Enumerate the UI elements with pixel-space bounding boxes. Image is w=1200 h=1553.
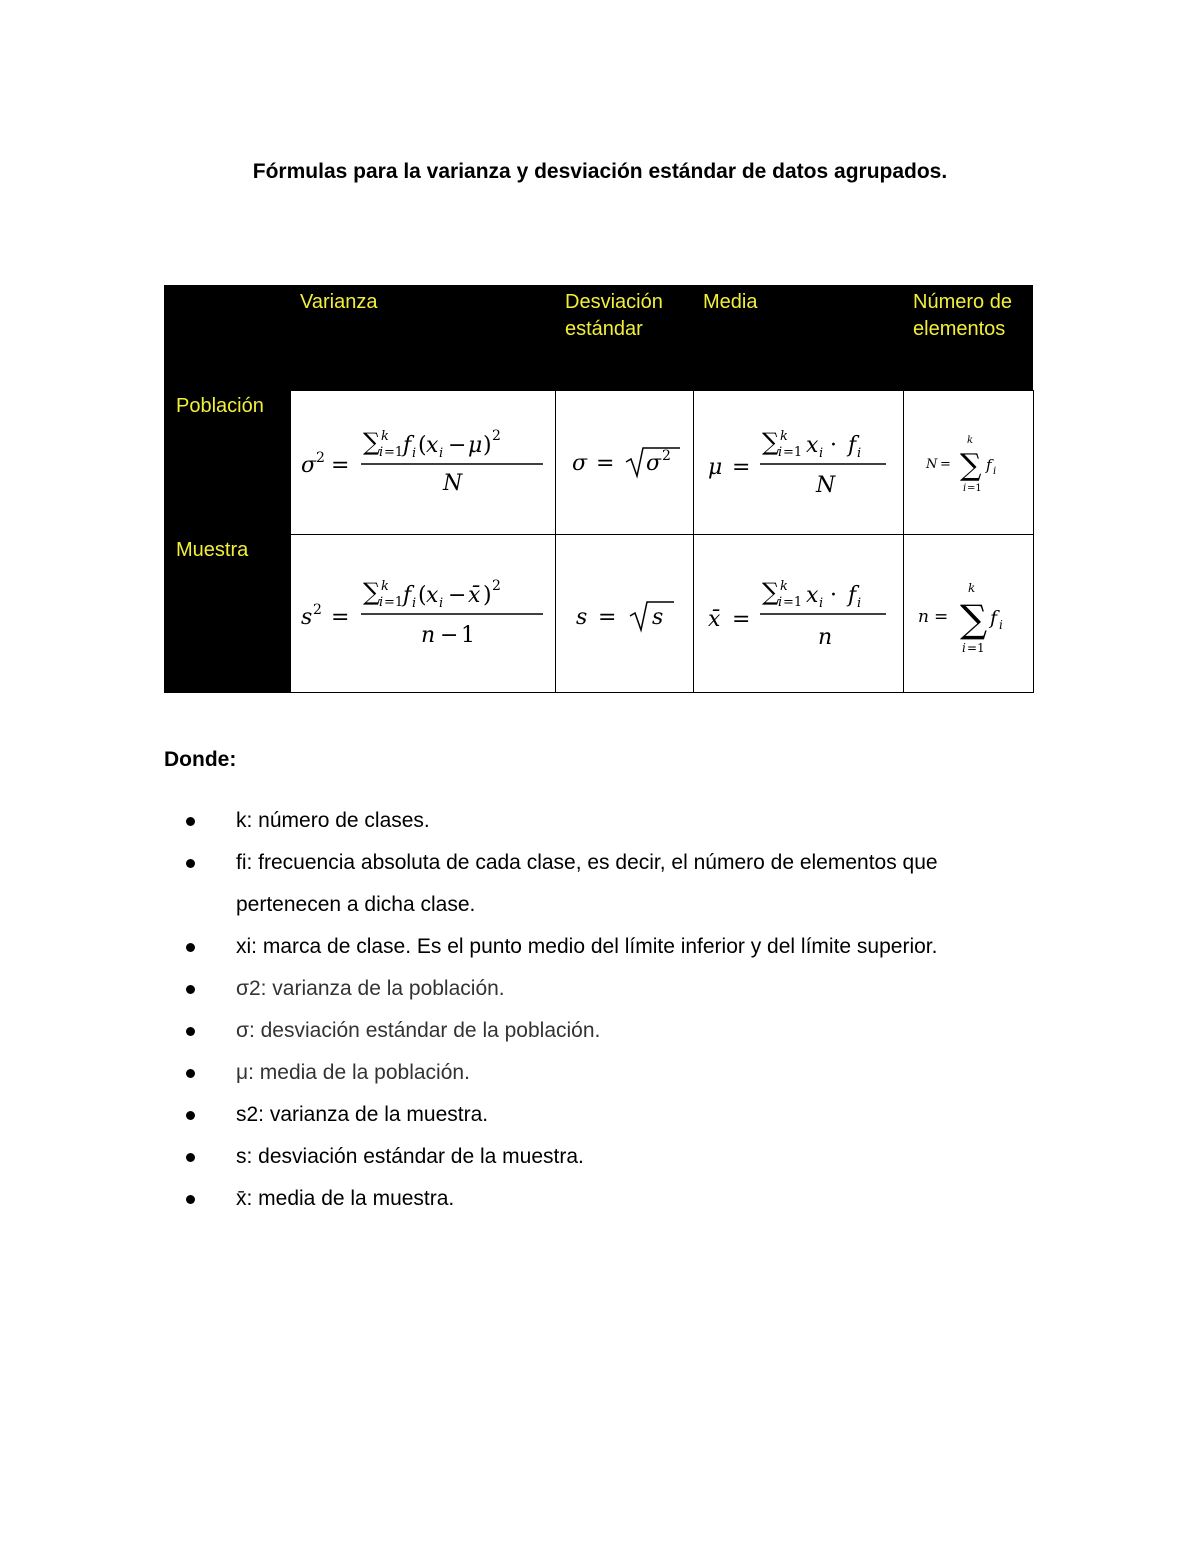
- svg-text:=1: =1: [383, 594, 403, 610]
- svg-text:(: (: [417, 582, 427, 608]
- formula-media-poblacion: [693, 391, 903, 535]
- svg-text:k: k: [966, 434, 973, 446]
- svg-text:=: =: [330, 452, 349, 478]
- svg-text:f: f: [985, 455, 992, 474]
- svg-text:n: n: [817, 624, 832, 650]
- svg-text:f: f: [402, 432, 411, 458]
- page-title: Fórmulas para la varianza y desviación estándar de datos agrupados.: [252, 160, 948, 183]
- header-numero-elementos: Número de elementos: [903, 285, 1033, 391]
- svg-text:σ: σ: [300, 452, 316, 478]
- svg-text:s: s: [651, 604, 663, 630]
- formula-desviacion-muestra: [555, 535, 693, 693]
- svg-text:f: f: [847, 432, 856, 458]
- list-item: s: desviación estándar de la muestra.: [164, 1136, 1044, 1178]
- svg-text:·: ·: [829, 582, 837, 608]
- svg-text:=: =: [330, 604, 349, 630]
- svg-text:2: 2: [315, 449, 325, 466]
- svg-text:k: k: [779, 578, 788, 594]
- svg-text:∑: ∑: [761, 577, 779, 606]
- svg-text:2: 2: [312, 601, 322, 618]
- bullet-icon: [186, 943, 195, 952]
- svg-text:i: i: [962, 482, 966, 494]
- svg-text:=1: =1: [383, 444, 403, 460]
- svg-text:σ: σ: [645, 450, 661, 476]
- svg-text:−: −: [447, 582, 466, 608]
- svg-text:=1: =1: [782, 444, 802, 460]
- svg-text:): ): [482, 432, 492, 458]
- bullet-icon: [186, 1195, 195, 1204]
- list-item: s2: varianza de la muestra.: [164, 1094, 1044, 1136]
- header-corner: [164, 285, 290, 391]
- bullet-icon: [186, 985, 195, 994]
- svg-text:i: i: [411, 445, 416, 461]
- table-row-muestra: [164, 535, 1033, 693]
- svg-text:N: N: [815, 472, 835, 498]
- svg-text:i: i: [777, 594, 782, 610]
- header-media: Media: [693, 285, 903, 391]
- svg-text:n: n: [917, 606, 929, 627]
- svg-text:=: =: [597, 604, 616, 630]
- list-item: x̄: media de la muestra.: [164, 1178, 1044, 1220]
- bullet-icon: [186, 859, 195, 868]
- formula-n-poblacion: [903, 391, 1033, 535]
- bullet-icon: [186, 1027, 195, 1036]
- list-item: k: número de clases.: [164, 800, 1044, 842]
- svg-text:i: i: [856, 595, 861, 611]
- svg-text:=: =: [933, 606, 948, 627]
- svg-text:k: k: [967, 580, 975, 595]
- header-desviacion: Desviación estándar: [555, 285, 693, 391]
- svg-text:=: =: [939, 456, 951, 472]
- svg-text:): ): [482, 582, 492, 608]
- svg-text:2: 2: [491, 577, 501, 594]
- svg-text:k: k: [380, 428, 389, 444]
- definitions-list: [164, 800, 1044, 1220]
- svg-text:x̄: x̄: [707, 606, 720, 632]
- bullet-icon: [186, 1111, 195, 1120]
- svg-text:i: i: [856, 445, 861, 461]
- formula-varianza-poblacion: [290, 391, 555, 535]
- svg-text:=1: =1: [966, 640, 985, 655]
- svg-text:(: (: [417, 432, 427, 458]
- list-item: xi: marca de clase. Es el punto medio del límite inferior y del límite superior.: [164, 926, 1044, 968]
- donde-label: Donde:: [164, 748, 237, 771]
- svg-text:μ: μ: [467, 432, 482, 458]
- svg-text:=1: =1: [966, 482, 982, 494]
- row-label-muestra: Muestra: [164, 535, 290, 693]
- svg-text:2: 2: [491, 427, 501, 444]
- svg-text:k: k: [380, 578, 389, 594]
- svg-text:i: i: [777, 444, 782, 460]
- svg-text:i: i: [818, 595, 823, 611]
- svg-text:i: i: [438, 595, 443, 611]
- svg-text:=1: =1: [782, 594, 802, 610]
- svg-text:x: x: [425, 582, 438, 608]
- svg-text:i: i: [992, 465, 996, 477]
- svg-text:s: s: [300, 604, 312, 630]
- svg-text:i: i: [438, 445, 443, 461]
- bullet-icon: [186, 1153, 195, 1162]
- svg-text:·: ·: [829, 432, 837, 458]
- svg-text:N: N: [925, 456, 937, 472]
- svg-text:=: =: [731, 454, 750, 480]
- formula-n-muestra: [903, 535, 1033, 693]
- svg-text:∑: ∑: [959, 596, 987, 641]
- svg-text:x: x: [805, 582, 818, 608]
- svg-text:f: f: [402, 582, 411, 608]
- formula-desviacion-poblacion: [555, 391, 693, 535]
- svg-text:−: −: [439, 622, 458, 648]
- list-item: μ: media de la población.: [164, 1052, 1044, 1094]
- list-item: σ2: varianza de la población.: [164, 968, 1044, 1010]
- svg-text:∑: ∑: [362, 427, 380, 456]
- formulas-table: [164, 285, 1034, 693]
- svg-text:N: N: [442, 470, 462, 496]
- svg-text:∑: ∑: [362, 577, 380, 606]
- formula-varianza-muestra: [290, 535, 555, 693]
- svg-text:f: f: [989, 606, 997, 629]
- svg-text:i: i: [998, 617, 1003, 632]
- svg-text:x: x: [805, 432, 818, 458]
- svg-text:1: 1: [460, 622, 475, 648]
- list-item: σ: desviación estándar de la población.: [164, 1010, 1044, 1052]
- header-varianza: Varianza: [290, 285, 555, 391]
- formula-media-muestra: [693, 535, 903, 693]
- svg-text:μ: μ: [707, 454, 722, 480]
- bullet-icon: [186, 1069, 195, 1078]
- svg-text:i: i: [411, 595, 416, 611]
- svg-text:k: k: [779, 428, 788, 444]
- svg-text:x: x: [425, 432, 438, 458]
- svg-text:i: i: [818, 445, 823, 461]
- svg-text:2: 2: [661, 447, 671, 464]
- svg-text:∑: ∑: [761, 427, 779, 456]
- svg-text:∑: ∑: [959, 447, 981, 483]
- svg-text:s: s: [575, 604, 587, 630]
- bullet-icon: [186, 817, 195, 826]
- svg-text:=: =: [731, 606, 750, 632]
- list-item: fi: frecuencia absoluta de cada clase, es decir, el número de elementos que pertenecen a dicha clase.: [164, 842, 1044, 926]
- svg-text:=: =: [595, 450, 614, 476]
- table-row-poblacion: [164, 391, 1033, 535]
- row-label-poblacion: Población: [164, 391, 290, 535]
- svg-text:−: −: [447, 432, 466, 458]
- svg-text:i: i: [378, 444, 383, 460]
- svg-text:x̄: x̄: [467, 582, 480, 608]
- table-header-row: [164, 285, 1033, 391]
- svg-text:σ: σ: [571, 450, 587, 476]
- svg-text:i: i: [378, 594, 383, 610]
- svg-text:f: f: [847, 582, 856, 608]
- svg-text:i: i: [961, 640, 966, 655]
- svg-text:n: n: [420, 622, 435, 648]
